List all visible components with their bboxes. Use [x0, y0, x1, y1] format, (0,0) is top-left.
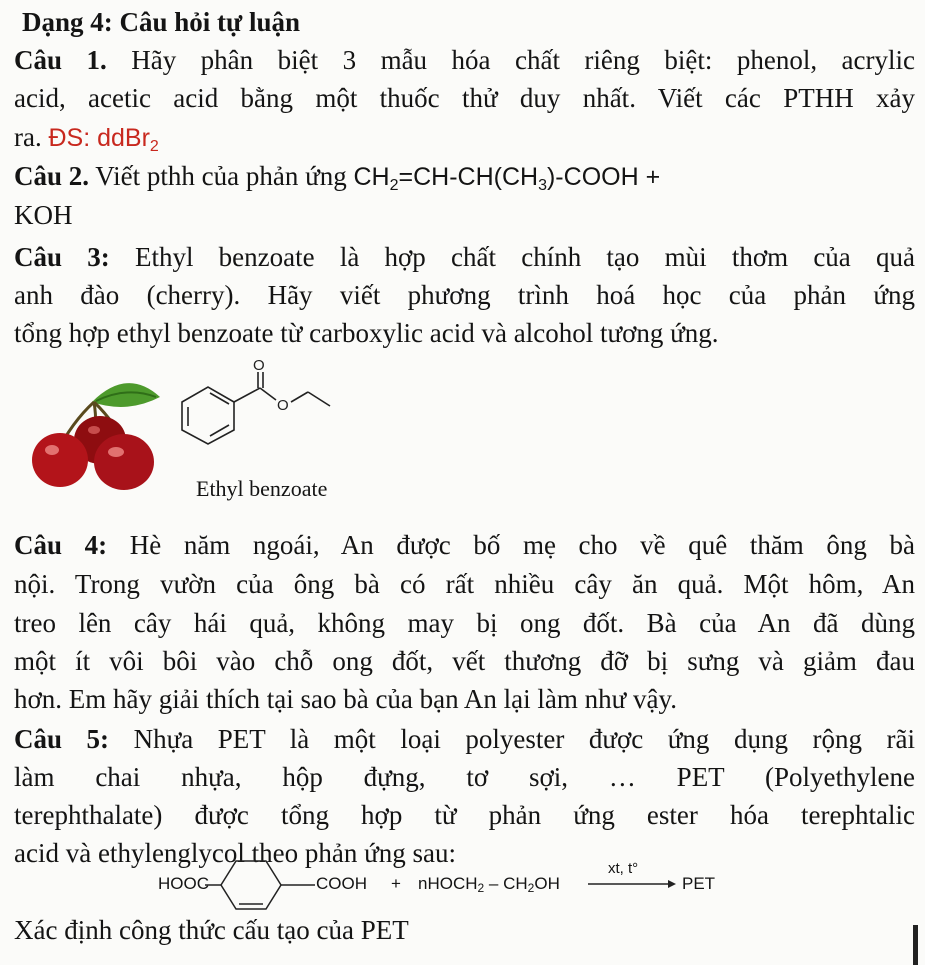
q2-label: Câu 2.: [14, 161, 90, 191]
eq-condition: xt, t°: [608, 860, 639, 877]
q3-line-3: tổng hợp ethyl benzoate từ carboxylic acid và alcohol tương ứng.: [14, 318, 719, 348]
benzene-ring-icon: [205, 858, 325, 912]
q1-line-1: Câu 1. Hãy phân biệt 3 mẫu hóa chất riêng biệt: phenol, acrylic: [14, 45, 916, 75]
q2-formula: $CH_2=CH-CH(CH_3)$-COOH +: [353, 163, 661, 194]
q4-line-3: treo lên cây hái quả, không may bị ong đốt. Bà của An đã dùng: [14, 608, 915, 638]
ethyl-benzoate-structure: [170, 352, 340, 452]
ethyl-benzoate-caption: Ethyl benzoate: [196, 476, 328, 501]
eq-plus: +: [391, 874, 401, 893]
q4-line-2: nội. Trong vườn của ông bà có rất nhiều cây ăn quả. Một hôm, An: [14, 569, 915, 599]
q5-line-4: acid và ethylenglycol theo phản ứng sau:: [14, 838, 457, 868]
eq-ethylene-glycol: nHOCH$_2$ – $CH_2OH$: [418, 874, 560, 895]
q1-answer: ĐS: ddBr$_2$: [48, 124, 159, 155]
q3-line-2: anh đào (cherry). Hãy viết phương trình hoá học của phản ứng: [14, 280, 915, 310]
q5-final-line: Xác định công thức cấu tạo của PET: [14, 915, 409, 945]
q5-line-1: Câu 5: Nhựa PET là một loại polyester được ứng dụng rộng rãi: [14, 724, 915, 754]
eq-hooc: HOOC: [158, 874, 209, 893]
section-heading: Dạng 4: Câu hỏi tự luận: [22, 7, 301, 37]
q4-label: Câu 4:: [14, 530, 108, 560]
q5-line-3: terephthalate) được tổng hợp từ phản ứng ester hóa terephtalic: [14, 800, 915, 830]
q5-label: Câu 5:: [14, 724, 110, 754]
q4-line-5: hơn. Em hãy giải thích tại sao bà của bạn An lại làm như vậy.: [14, 684, 677, 714]
q4-line-4: một ít vôi bôi vào chỗ ong đốt, vết thương đỡ bị sưng và giảm đau: [14, 646, 915, 676]
cherry-image: [32, 362, 167, 492]
q2-line-1: Câu 2. Viết pthh của phản ứng $CH_2=CH-CH(CH_3)$-COOH +: [14, 161, 661, 194]
eq-cooh: COOH: [316, 874, 367, 893]
carbonyl-oxygen: O: [253, 357, 265, 374]
ester-oxygen: O: [277, 397, 289, 414]
reaction-arrow-icon: [588, 877, 676, 891]
q4-line-1: Câu 4: Hè năm ngoái, An được bố mẹ cho về quê thăm ông bà: [14, 530, 916, 560]
q3-line-1: Câu 3: Ethyl benzoate là hợp chất chính tạo mùi thơm của quả: [14, 242, 915, 272]
q2-line-2: KOH: [14, 200, 73, 230]
q5-line-2: làm chai nhựa, hộp đựng, tơ sợi, … PET (Polyethylene: [14, 762, 915, 792]
q1-label: Câu 1.: [14, 45, 107, 75]
q1-line-3: ra. ĐS: ddBr$_2$: [14, 122, 159, 155]
text-cursor: [913, 925, 918, 965]
q1-line-2: acid, acetic acid bằng một thuốc thử duy nhất. Viết các PTHH xảy: [14, 83, 915, 113]
eq-product: PET: [682, 874, 716, 893]
q3-label: Câu 3:: [14, 242, 110, 272]
